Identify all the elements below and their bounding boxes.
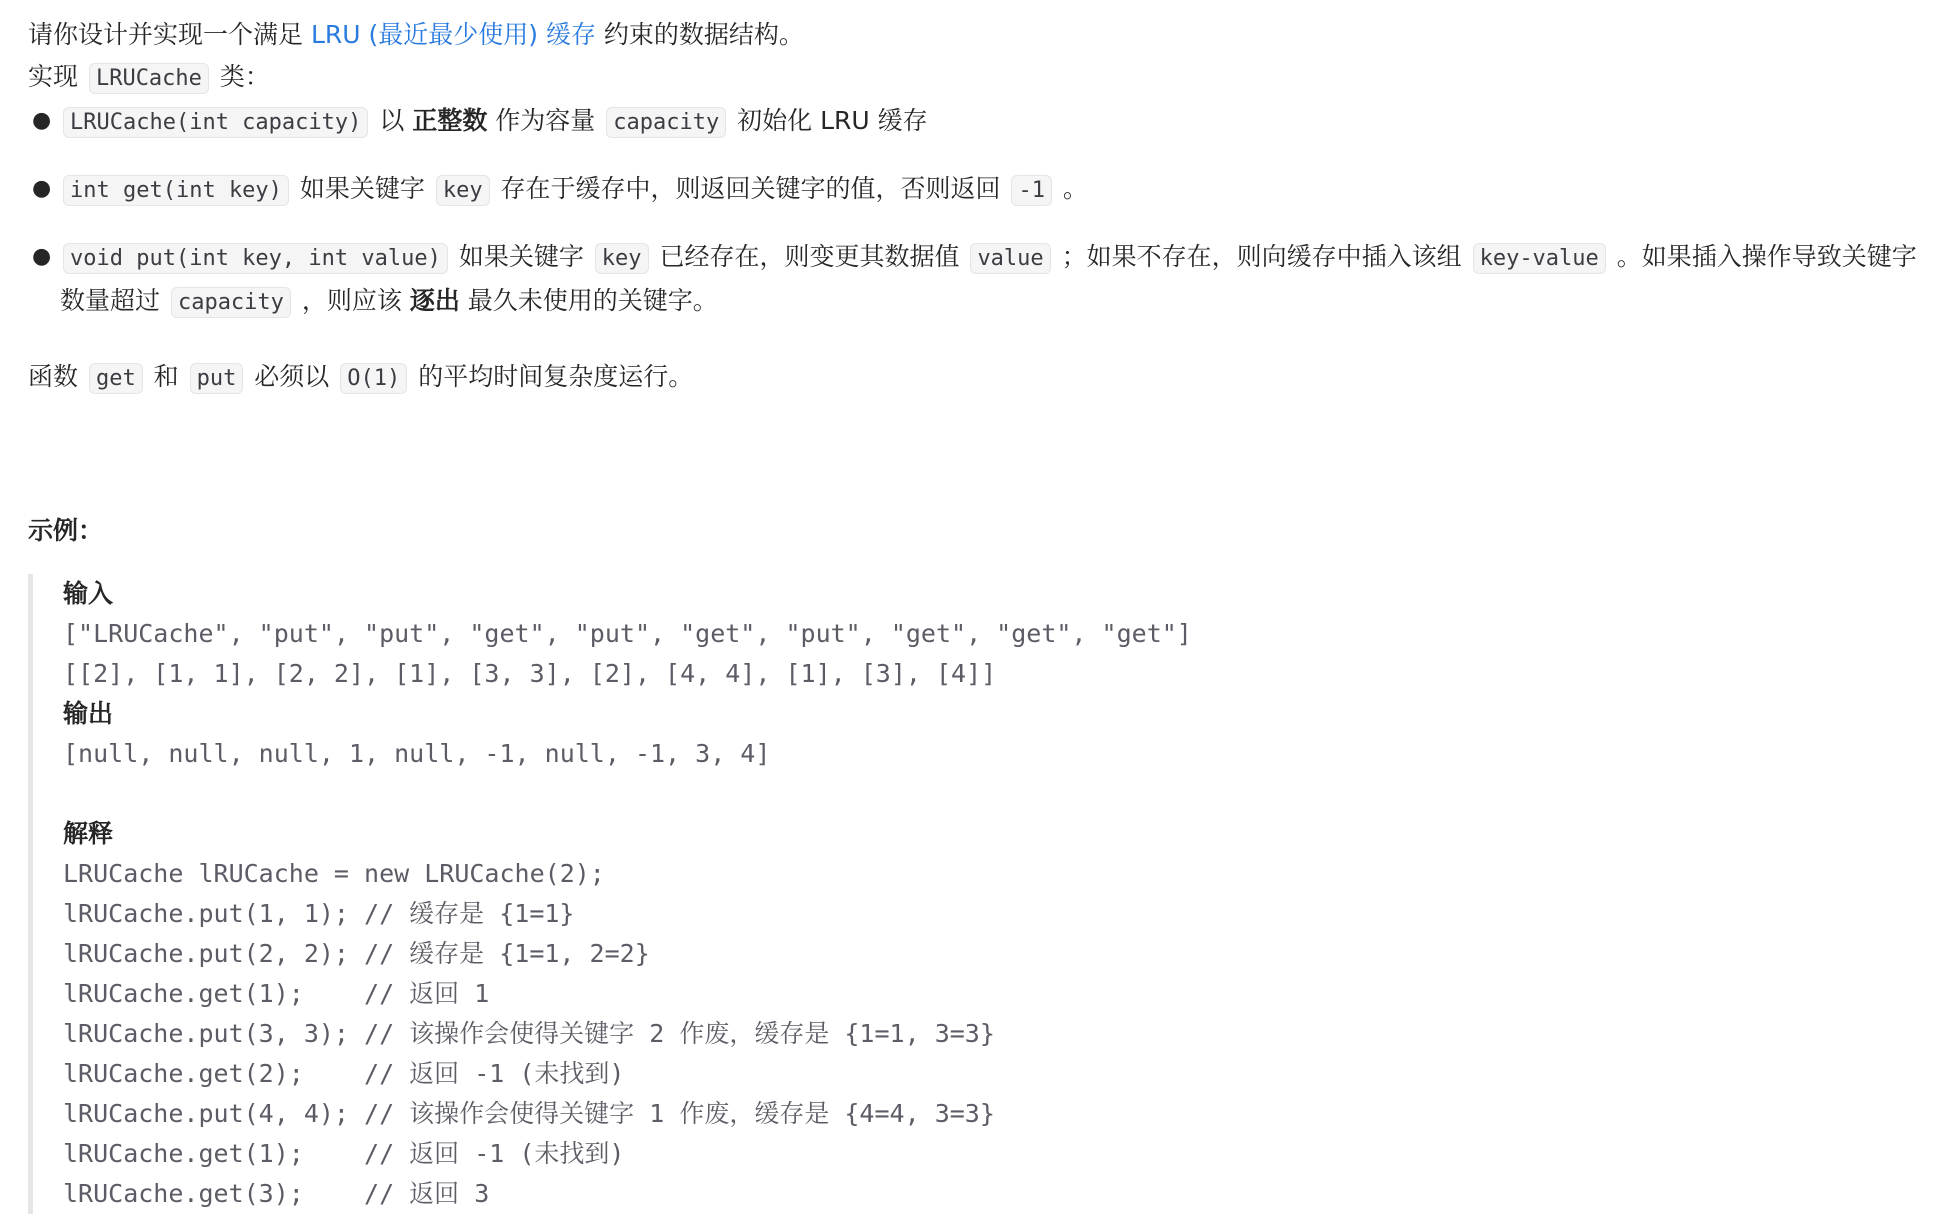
item-text: 。 bbox=[1054, 174, 1088, 203]
item-text: 最久未使用的关键字。 bbox=[459, 286, 718, 315]
explain-line: LRUCache lRUCache = new LRUCache(2); bbox=[63, 859, 605, 888]
lru-cache-link[interactable]: LRU (最近最少使用) 缓存 bbox=[310, 20, 596, 49]
item-text: 已经存在，则变更其数据值 bbox=[651, 242, 968, 271]
bullet-icon: ● bbox=[32, 176, 52, 201]
method-list bbox=[28, 100, 1928, 324]
output-label: 输出 bbox=[63, 699, 114, 728]
explain-line: lRUCache.put(4, 4); // 该操作会使得关键字 1 作废，缓存是 {4=4, 3=3} bbox=[63, 1099, 995, 1128]
key-value-code: key-value bbox=[1473, 243, 1606, 274]
explain-line: lRUCache.put(3, 3); // 该操作会使得关键字 2 作废，缓存是 {1=1, 3=3} bbox=[63, 1019, 995, 1048]
bullet-icon: ● bbox=[32, 244, 52, 269]
bullet-icon: ● bbox=[32, 108, 52, 133]
item-text: 以 bbox=[371, 106, 413, 135]
bold-positive-integer: 正整数 bbox=[412, 106, 488, 135]
implement-suffix: 类： bbox=[211, 62, 270, 91]
class-name-code: LRUCache bbox=[89, 63, 209, 94]
item-text: ，则应该 bbox=[293, 286, 410, 315]
input-operations-line: ["LRUCache", "put", "put", "get", "put", "get", "put", "get", "get", "get"] bbox=[63, 619, 1192, 648]
explain-line: lRUCache.get(3); // 返回 3 bbox=[63, 1179, 490, 1208]
example-title: 示例： bbox=[28, 516, 104, 545]
explain-line: lRUCache.put(1, 1); // 缓存是 {1=1} bbox=[63, 899, 575, 928]
explain-line: lRUCache.put(2, 2); // 缓存是 {1=1, 2=2} bbox=[63, 939, 650, 968]
put-signature-code: void put(int key, int value) bbox=[63, 243, 448, 274]
list-item-put bbox=[28, 236, 1940, 324]
item-text: 如果关键字 bbox=[450, 242, 592, 271]
explain-line: lRUCache.get(1); // 返回 1 bbox=[63, 979, 490, 1008]
problem-description bbox=[28, 14, 1928, 1214]
item-text: 存在于缓存中，则返回关键字的值，否则返回 bbox=[492, 174, 1009, 203]
capacity-code: capacity bbox=[606, 107, 726, 138]
item-text: 如果关键字 bbox=[291, 174, 433, 203]
list-item-constructor bbox=[28, 100, 1928, 144]
implement-prefix: 实现 bbox=[28, 62, 86, 91]
explain-line: lRUCache.get(1); // 返回 -1 (未找到) bbox=[63, 1139, 625, 1168]
constructor-signature-code: LRUCache(int capacity) bbox=[63, 107, 368, 138]
put-code: put bbox=[190, 363, 244, 394]
input-label: 输入 bbox=[63, 579, 114, 608]
item-text: 初始化 LRU 缓存 bbox=[729, 106, 928, 135]
spacer bbox=[63, 774, 1928, 814]
output-line: [null, null, null, 1, null, -1, null, -1, 3, 4] bbox=[63, 739, 771, 768]
complexity-text: 必须以 bbox=[246, 362, 338, 391]
complexity-text: 函数 bbox=[28, 362, 86, 391]
value-code: value bbox=[970, 243, 1050, 274]
example-block bbox=[28, 574, 1928, 1214]
get-code: get bbox=[89, 363, 143, 394]
input-arguments-line: [[2], [1, 1], [2, 2], [1], [3, 3], [2], [4, 4], [1], [3], [4]] bbox=[63, 659, 997, 688]
big-o-code: O(1) bbox=[340, 363, 407, 394]
capacity-code: capacity bbox=[171, 287, 291, 318]
implement-paragraph bbox=[28, 56, 1928, 100]
list-item-get bbox=[28, 168, 1928, 212]
item-text: ；如果不存在，则向缓存中插入该组 bbox=[1053, 242, 1470, 271]
bold-evict: 逐出 bbox=[409, 286, 460, 315]
key-code: key bbox=[436, 175, 490, 206]
intro-text-after: 约束的数据结构。 bbox=[595, 20, 804, 49]
item-text: 作为容量 bbox=[487, 106, 604, 135]
intro-paragraph bbox=[28, 14, 1928, 56]
item-text: 。如果插入操作导致关键字数量超过 bbox=[60, 242, 1917, 315]
key-code: key bbox=[595, 243, 649, 274]
complexity-paragraph bbox=[28, 356, 1928, 400]
minus-one-code: -1 bbox=[1011, 175, 1052, 206]
explain-label: 解释 bbox=[63, 819, 114, 848]
get-signature-code: int get(int key) bbox=[63, 175, 289, 206]
complexity-text: 的平均时间复杂度运行。 bbox=[410, 362, 694, 391]
intro-text-before: 请你设计并实现一个满足 bbox=[28, 20, 311, 49]
explain-line: lRUCache.get(2); // 返回 -1 (未找到) bbox=[63, 1059, 625, 1088]
complexity-text: 和 bbox=[145, 362, 187, 391]
